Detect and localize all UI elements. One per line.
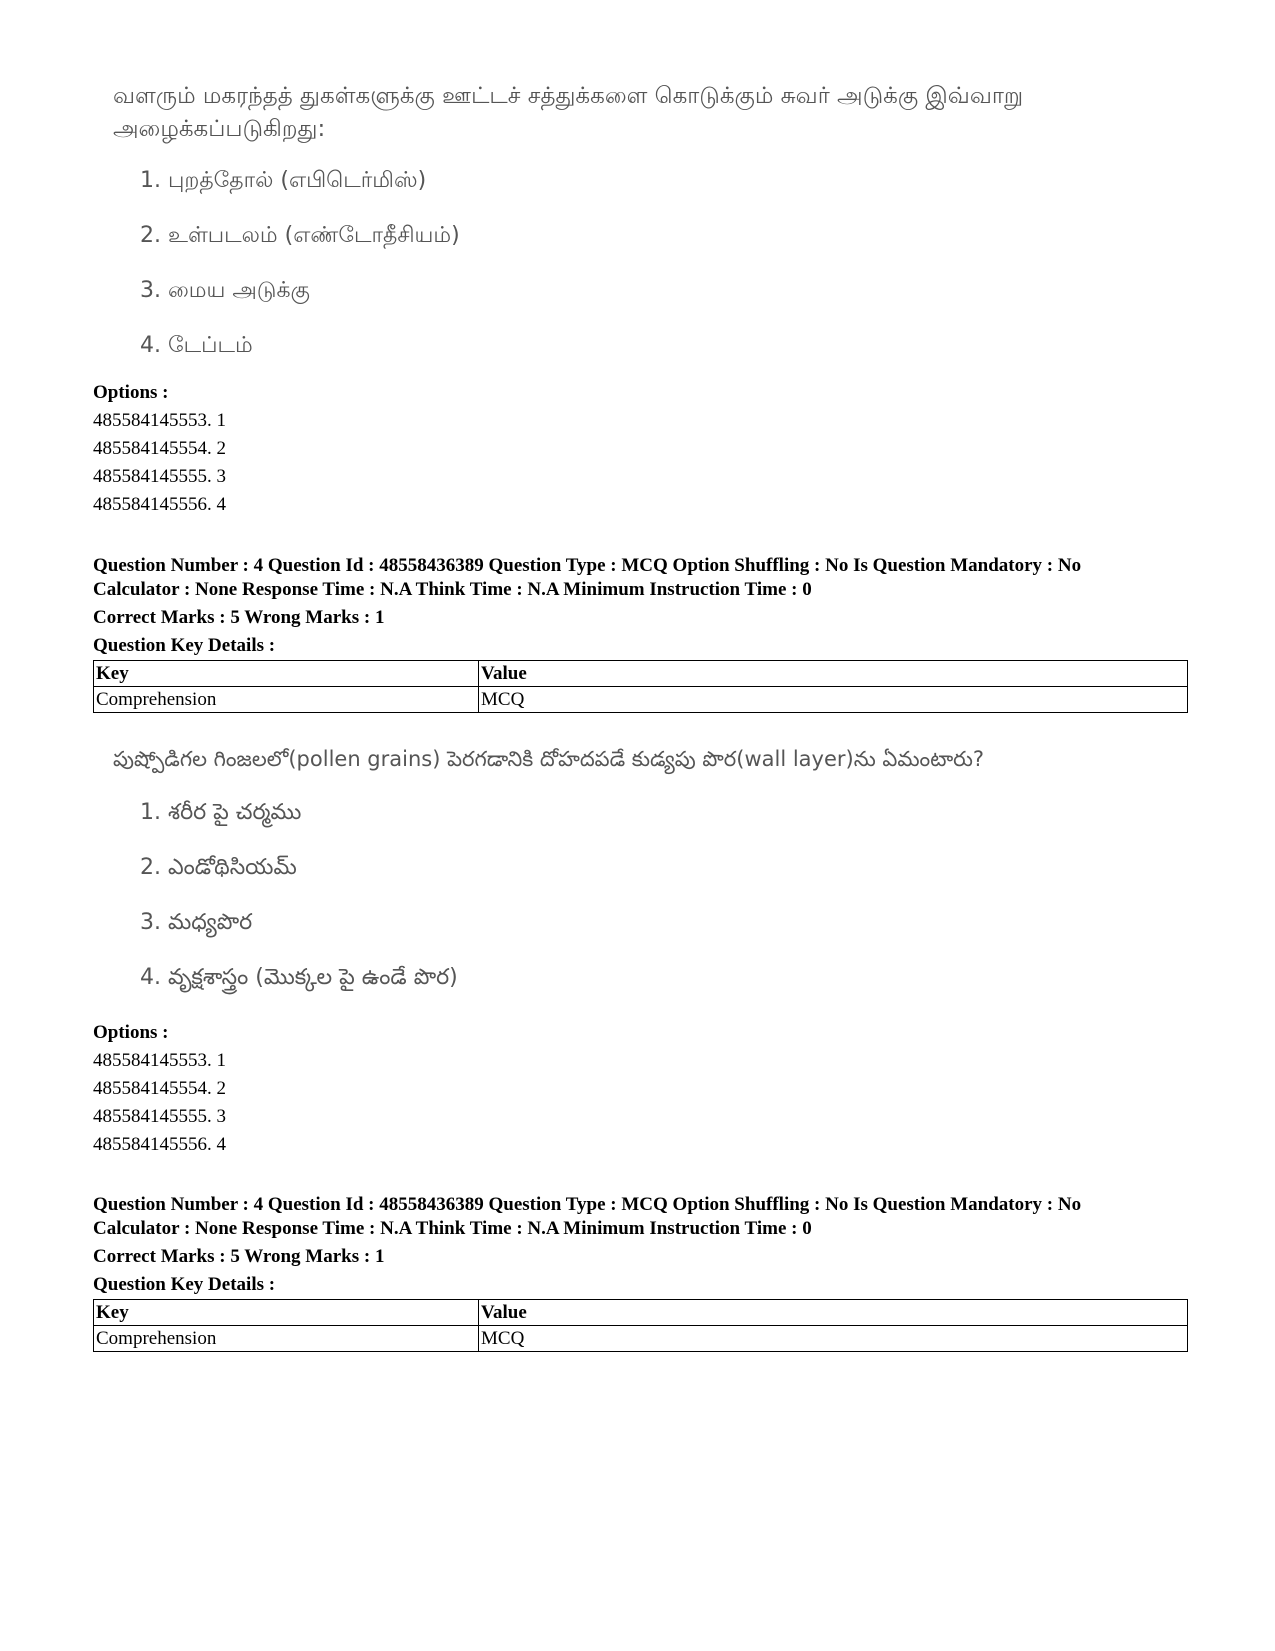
table-header-row [94, 1300, 1188, 1326]
question-meta [93, 1193, 1193, 1297]
key-details-table [93, 1299, 1188, 1352]
question-option-3: 3. మధ్యపొర [140, 910, 253, 935]
marks-line: Correct Marks : 5 Wrong Marks : 1 [93, 607, 385, 628]
question-option-3: 3. மைய அடுக்கு [140, 278, 310, 303]
option-item: 485584145553. 1 [93, 410, 226, 431]
option-item: 485584145555. 3 [93, 466, 226, 487]
question-image-telugu [113, 743, 1133, 990]
table-cell-value: MCQ [479, 1326, 1188, 1352]
question-meta [93, 554, 1193, 658]
question-stem: வளரும் மகரந்தத் துகள்களுக்கு ஊட்டச் சத்துக்களை கொடுக்கும் சுவர் அடுக்கு இவ்வாறு அழைக்கப்படுகிறது: [113, 83, 1024, 142]
question-option-1: 1. శరీర పై చర్మము [140, 800, 302, 825]
table-row [94, 687, 1188, 713]
question-option-2: 2. ఎండోథిసియమ్ [140, 855, 297, 880]
question-meta-line-1: Question Number : 4 Question Id : 48558436389 Question Type : MCQ Option Shuffling : No Is Question Mandatory : No [93, 1194, 1082, 1215]
question-meta-line-1: Question Number : 4 Question Id : 48558436389 Question Type : MCQ Option Shuffling : No Is Question Mandatory : No [93, 555, 1082, 576]
table-cell-value: MCQ [479, 687, 1188, 713]
question-option-2: 2. உள்படலம் (எண்டோதீசியம்) [140, 223, 460, 248]
table-header-value: Value [479, 1300, 1188, 1326]
marks-line: Correct Marks : 5 Wrong Marks : 1 [93, 1246, 385, 1267]
option-item: 485584145556. 4 [93, 494, 226, 515]
question-meta-line-2: Calculator : None Response Time : N.A Think Time : N.A Minimum Instruction Time : 0 [93, 579, 812, 600]
question-option-4: 4. டேப்டம் [140, 333, 253, 358]
option-item: 485584145554. 2 [93, 1078, 226, 1099]
question-image-tamil [113, 80, 1133, 358]
options-list [93, 1019, 226, 1159]
option-item: 485584145553. 1 [93, 1050, 226, 1071]
table-cell-key: Comprehension [94, 1326, 479, 1352]
table-header-key: Key [94, 661, 479, 687]
table-row [94, 1326, 1188, 1352]
question-option-1: 1. புறத்தோல் (எபிடெர்மிஸ்) [140, 168, 427, 193]
option-item: 485584145555. 3 [93, 1106, 226, 1127]
options-list [93, 379, 226, 519]
option-item: 485584145556. 4 [93, 1134, 226, 1155]
question-option-4: 4. వృక్షశాస్త్రం (మొక్కల పై ఉండే పొర) [140, 965, 458, 990]
table-header-key: Key [94, 1300, 479, 1326]
key-details-header: Question Key Details : [93, 1274, 276, 1295]
question-meta-line-2: Calculator : None Response Time : N.A Think Time : N.A Minimum Instruction Time : 0 [93, 1218, 812, 1239]
table-cell-key: Comprehension [94, 687, 479, 713]
table-header-value: Value [479, 661, 1188, 687]
question-stem: పుష్పోడిగల గింజలలో(pollen grains) పెరగడానికి దోహదపడే కుడ్యపు పొర(wall layer)ను ఏమంటారు? [113, 747, 985, 771]
option-item: 485584145554. 2 [93, 438, 226, 459]
key-details-table [93, 660, 1188, 713]
key-details-header: Question Key Details : [93, 635, 276, 656]
table-header-row [94, 661, 1188, 687]
options-header: Options : [93, 1022, 169, 1043]
options-header: Options : [93, 382, 169, 403]
